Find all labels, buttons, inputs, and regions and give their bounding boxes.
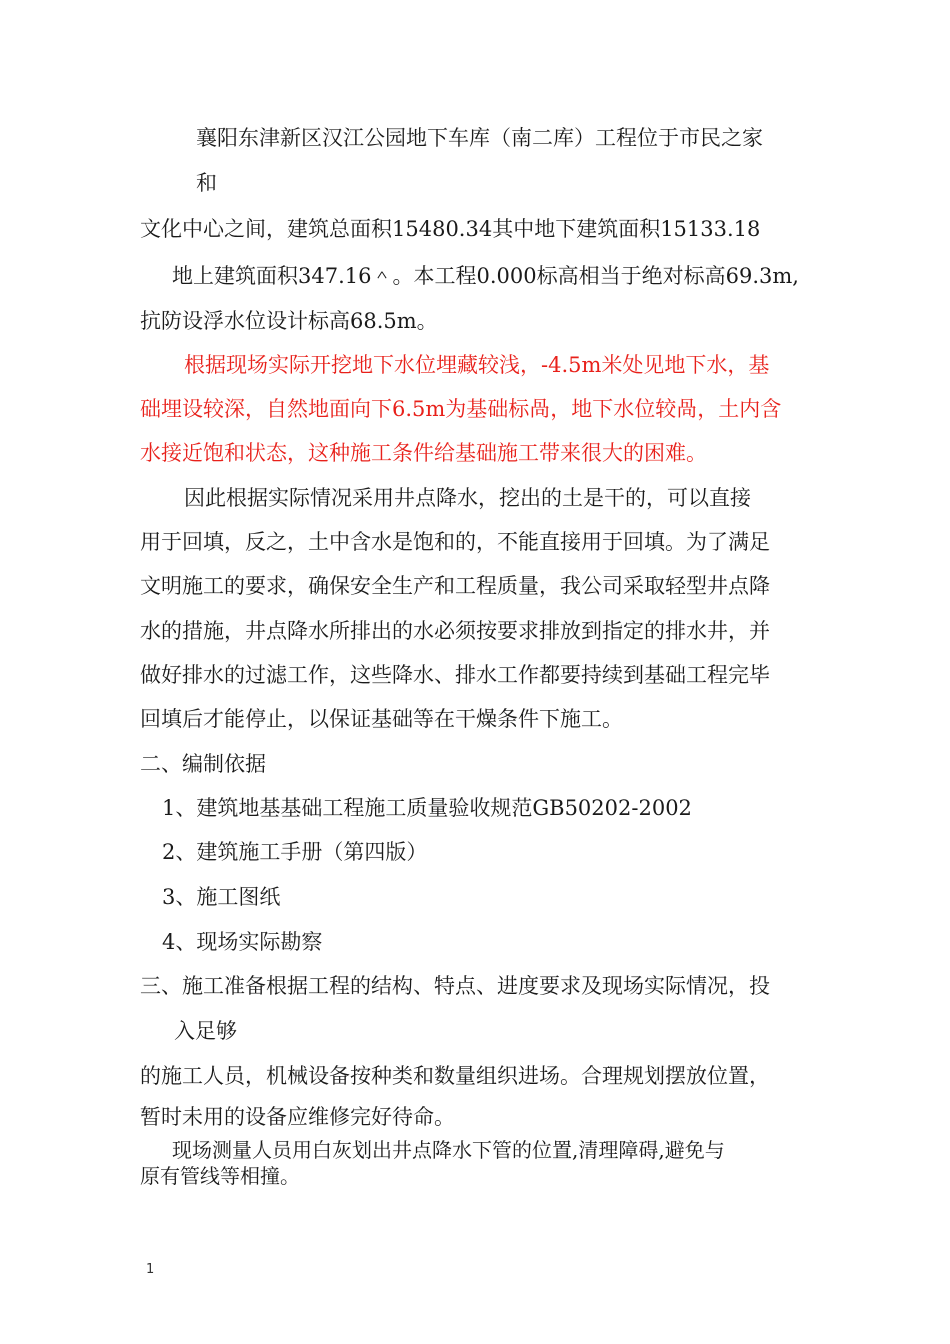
paragraph-4-line-3: 文明施工的要求，确保安全生产和工程质量，我公司采取轻型井点降 <box>140 574 770 598</box>
section-3-para-line-2: 原有管线等相撞。 <box>140 1164 300 1188</box>
paragraph-2-line-1: 文化中心之间，建筑总面积15480.34其中地下建筑面积15133.18 <box>140 217 761 241</box>
page-number: 1 <box>146 1262 155 1277</box>
paragraph-4-line-2: 用于回填，反之，土中含水是饱和的，不能直接用于回填。为了满足 <box>140 530 770 554</box>
paragraph-4-line-1: 因此根据实际情况采用井点降水，挖出的土是干的，可以直接 <box>184 486 751 510</box>
paragraph-3-line-2: 础埋设较深，自然地面向下6.5m为基础标咼，地下水位较咼，土内含 <box>140 397 782 421</box>
section-3-line-3: 的施工人员，机械设备按种类和数量组织进场。合理规划摆放位置， <box>140 1064 770 1088</box>
paragraph-1-line-1: 襄阳东津新区汉江公园地下车库（南二库）工程位于市民之家 <box>196 126 763 150</box>
paragraph-4-line-4: 水的措施，井点降水所排出的水必须按要求排放到指定的排水井，并 <box>140 619 770 643</box>
paragraph-4-line-6: 回填后才能停止，以保证基础等在干燥条件下施工。 <box>140 707 623 731</box>
section-2-item-1: 1、建筑地基基础工程施工质量验收规范GB50202-2002 <box>162 796 692 820</box>
section-2-item-4: 4、现场实际勘察 <box>162 930 323 954</box>
paragraph-3-line-1: 根据现场实际开挖地下水位埋藏较浅，-4.5m米处见地下水，基 <box>184 353 770 377</box>
section-3-para-line-1: 现场测量人员用白灰划出井点降水下管的位置,清理障碍,避免与 <box>172 1138 725 1162</box>
section-3-line-4: 暂时未用的设备应维修完好待命。 <box>140 1105 455 1129</box>
paragraph-1-line-2: 和 <box>196 171 217 195</box>
section-2-heading: 二、编制依据 <box>140 752 266 776</box>
section-3-line-2: 入足够 <box>174 1019 237 1043</box>
paragraph-2-line-3: 抗防设浮水位设计标高68.5m。 <box>140 309 438 333</box>
paragraph-3-line-3: 水接近饱和状态，这种施工条件给基础施工带来很大的困难。 <box>140 441 707 465</box>
section-3-line-1: 三、施工准备根据工程的结构、特点、进度要求及现场实际情况，投 <box>140 974 770 998</box>
section-2-item-2: 2、建筑施工手册（第四版） <box>162 840 428 864</box>
section-2-item-3: 3、施工图纸 <box>162 885 281 909</box>
paragraph-4-line-5: 做好排水的过滤工作，这些降水、排水工作都要持续到基础工程完毕 <box>140 663 770 687</box>
paragraph-2-line-2: 地上建筑面积347.16＾。本工程0.000标高相当于绝对标高69.3m, <box>172 264 799 288</box>
